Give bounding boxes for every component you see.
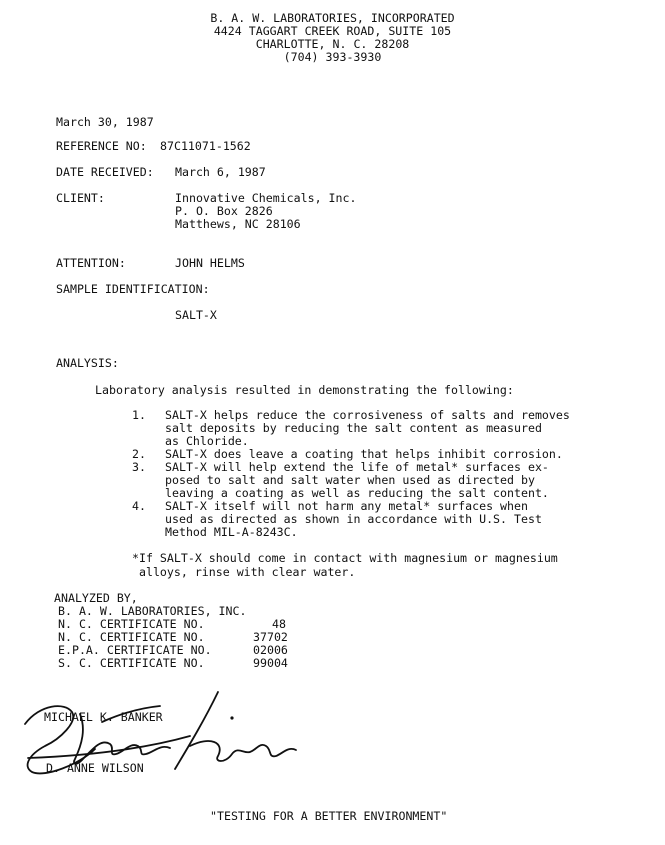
attention-value: JOHN HELMS (175, 256, 245, 270)
client-label: CLIENT: (56, 191, 105, 205)
certificate-label: E.P.A. CERTIFICATE NO. (58, 643, 212, 657)
certificate-label: S. C. CERTIFICATE NO. (58, 656, 205, 670)
sample-label: SAMPLE IDENTIFICATION: (56, 282, 210, 296)
analyzed-by-label: ANALYZED BY, (54, 591, 138, 605)
letterhead-street: 4424 TAGGART CREEK ROAD, SUITE 105 (213, 24, 452, 38)
certificate-value: 37702 (253, 630, 288, 644)
item-4-line: SALT-X itself will not harm any metal* surfaces when (165, 499, 528, 513)
item-1-line: salt deposits by reducing the salt content as measured (165, 421, 542, 435)
analysis-intro: Laboratory analysis resulted in demonstrating the following: (95, 383, 514, 397)
letterhead-city: CHARLOTTE, N. C. 28208 (255, 37, 410, 51)
letterhead-phone: (704) 393-3930 (283, 50, 382, 64)
certificate-label: N. C. CERTIFICATE NO. (58, 630, 205, 644)
item-1-line: SALT-X helps reduce the corrosiveness of salts and removes (165, 408, 570, 422)
motto: "TESTING FOR A BETTER ENVIRONMENT" (210, 809, 448, 823)
signature-dot (230, 716, 233, 719)
item-4-line: used as directed as shown in accordance with U.S. Test (165, 512, 542, 526)
reference-label: REFERENCE NO: (56, 139, 147, 153)
attention-label: ATTENTION: (56, 256, 126, 270)
certificate-label: N. C. CERTIFICATE NO. (58, 617, 205, 631)
item-1-number: 1. (132, 408, 146, 422)
certificate-value: 48 (272, 617, 286, 631)
analysis-heading: ANALYSIS: (56, 356, 119, 370)
footnote-line: alloys, rinse with clear water. (132, 565, 356, 579)
item-3-number: 3. (132, 460, 146, 474)
item-3-line: SALT-X will help extend the life of metal* surfaces ex- (165, 460, 549, 474)
item-3-line: posed to salt and salt water when used as directed by (165, 473, 535, 487)
footnote-line: *If SALT-X should come in contact with magnesium or magnesium (132, 551, 558, 565)
reference-value: 87C11071-1562 (160, 139, 251, 153)
item-4-line: Method MIL-A-8243C. (165, 525, 298, 539)
received-value: March 6, 1987 (175, 165, 266, 179)
item-4-number: 4. (132, 499, 146, 513)
signatory-name-1: MICHAEL K. BANKER (44, 710, 163, 724)
item-2-line: SALT-X does leave a coating that helps inhibit corrosion. (165, 447, 563, 461)
item-3-line: leaving a coating as well as reducing the salt content. (165, 486, 549, 500)
certificate-value: 99004 (253, 656, 288, 670)
sample-value: SALT-X (175, 308, 217, 322)
analyzed-by-company: B. A. W. LABORATORIES, INC. (58, 604, 247, 618)
client-name: Innovative Chemicals, Inc. (175, 191, 357, 205)
item-1-line: as Chloride. (165, 434, 249, 448)
letterhead-company: B. A. W. LABORATORIES, INCORPORATED (210, 11, 455, 25)
certificate-value: 02006 (253, 643, 288, 657)
item-2-number: 2. (132, 447, 146, 461)
letter-date: March 30, 1987 (56, 115, 154, 129)
handwritten-signature (20, 684, 320, 784)
client-address: P. O. Box 2826 (175, 204, 273, 218)
signatory-name-2: D. ANNE WILSON (46, 761, 144, 775)
client-city: Matthews, NC 28106 (175, 217, 301, 231)
received-label: DATE RECEIVED: (56, 165, 154, 179)
